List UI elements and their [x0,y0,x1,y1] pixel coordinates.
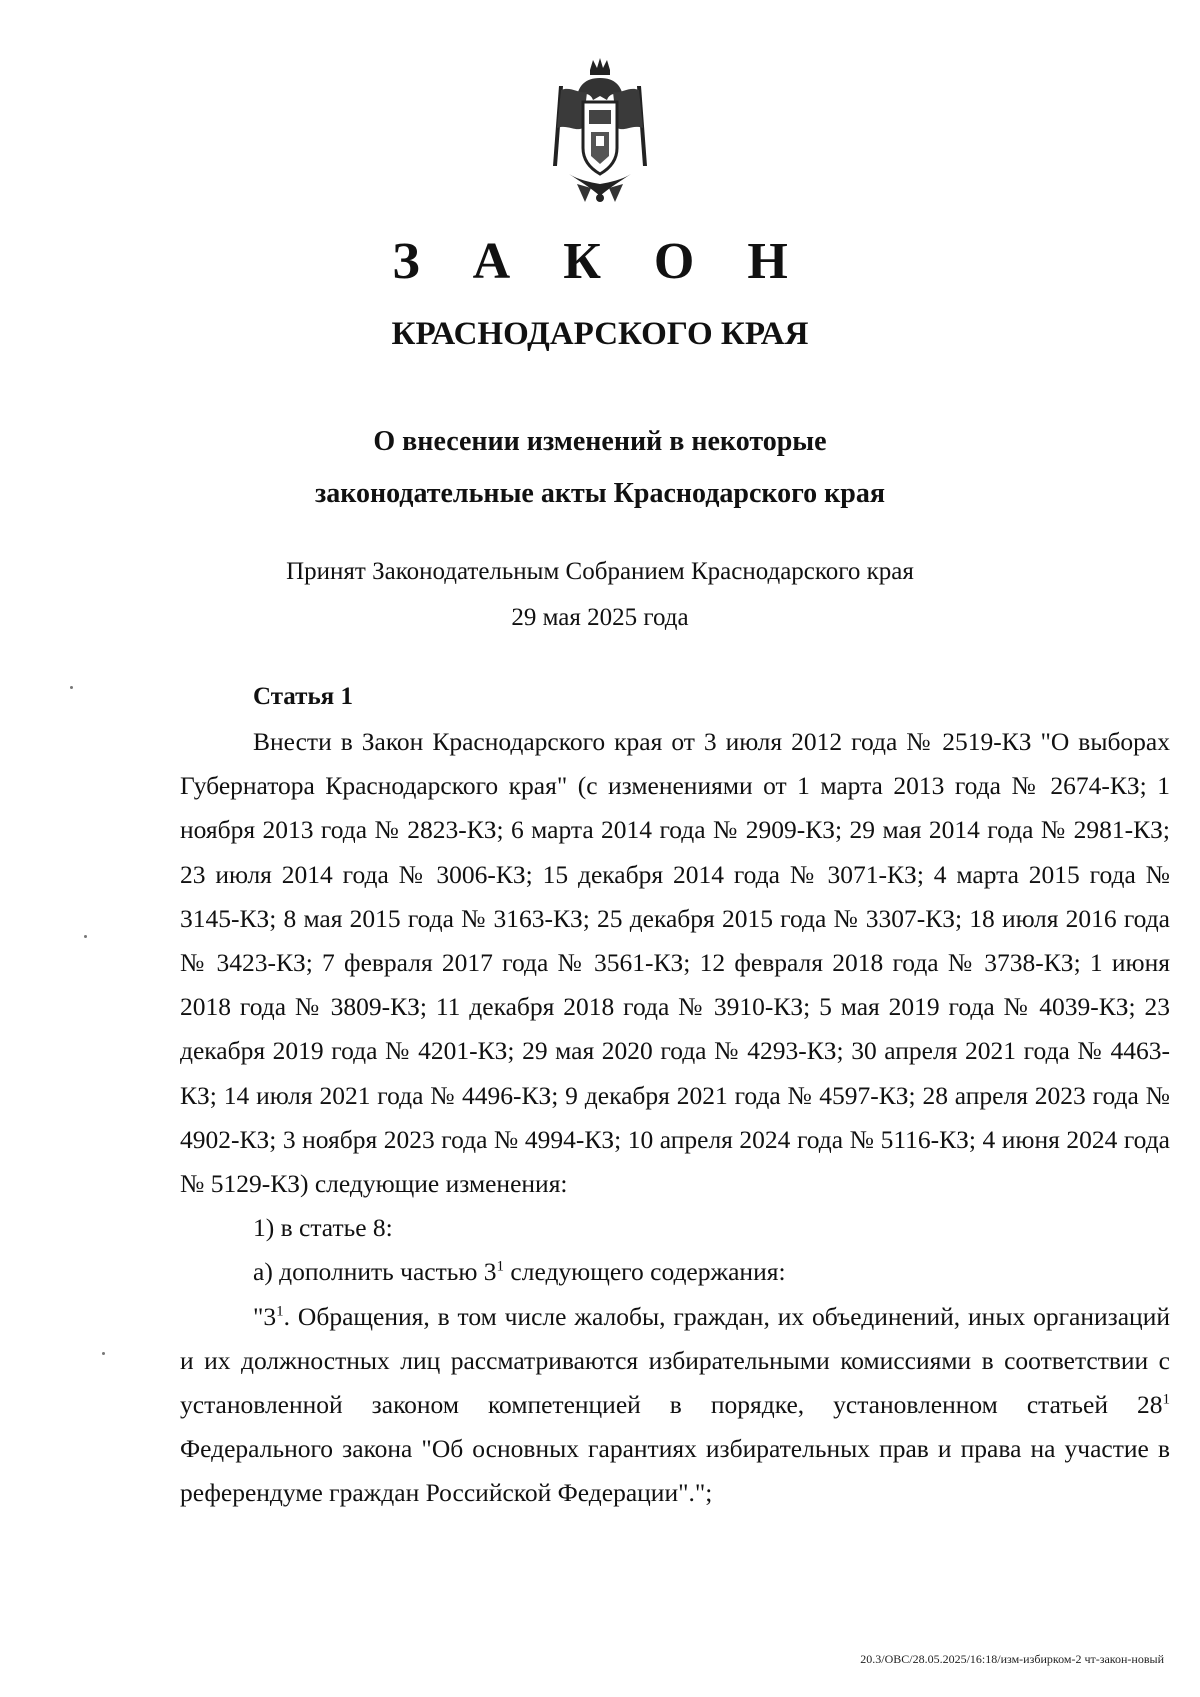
quote-part-2: Федерального закона "Об основных гарантиях избирательных прав и права на участие в референдуме граждан Российской Федерации"."; [180,1434,1170,1508]
document-footer-code: 20.3/ОВС/28.05.2025/16:18/изм-избирком-2 чт-закон-новый [860,1652,1164,1666]
article-intro-paragraph: Внести в Закон Краснодарского края от 3 июля 2012 года № 2519-КЗ "О выборах Губернатора Краснодарского края" (с изменениями от 1 марта 2013 года № 2674-КЗ; 1 ноября 2013 года № 2823-КЗ; 6 марта 2014 года № 2909-КЗ; 29 мая 2014 года № 2981-КЗ; 23 июля 2014 года № 3006-КЗ; 15 декабря 2014 года № 3071-КЗ; 4 марта 2015 года № 3145-КЗ; 8 мая 2015 года № 3163-КЗ; 25 декабря 2015 года № 3307-КЗ; 18 июля 2016 года № 3423-КЗ; 7 февраля 2017 года № 3561-КЗ; 12 февраля 2018 года № 3738-КЗ; 1 июня 2018 года № 3809-КЗ; 11 декабря 2018 года № 3910-КЗ; 5 мая 2019 года № 4039-КЗ; 23 декабря 2019 года № 4201-КЗ; 29 мая 2020 года № 4293-КЗ; 30 апреля 2021 года № 4463-КЗ; 14 июля 2021 года № 4496-КЗ; 9 декабря 2021 года № 4597-КЗ; 28 апреля 2023 года № 4902-КЗ; 3 ноября 2023 года № 4994-КЗ; 10 апреля 2024 года № 5116-КЗ; 4 июня 2024 года № 5129-КЗ) следующие изменения: [180,727,1170,1199]
adoption-statement [0,549,1200,641]
law-subject [0,416,1200,520]
item-a-prefix: а) дополнить частью 3 [253,1257,497,1287]
coat-of-arms-icon [541,56,659,204]
scan-speck [102,1352,105,1355]
adoption-body: Принят Законодательным Собранием Краснодарского края [286,558,914,585]
article-body [180,720,1170,1516]
article-heading: Статья 1 [253,683,353,710]
quote-superscript-2: 1 [1162,1391,1170,1408]
quote-superscript: 1 [276,1303,284,1320]
adoption-date: 29 мая 2025 года [511,604,689,631]
quote-prefix: "3 [253,1301,277,1331]
quote-part-1: . Обращения, в том числе жалобы, граждан, их объединений, иных организаций и их должностных лиц рассматриваются избирательными комиссиями в соответствии с установленной законом компетенцией в порядке, установленном статьей 28 [180,1301,1170,1420]
article-item-a [180,1250,1170,1294]
law-subject-line-1: О внесении изменений в некоторые [373,426,827,457]
law-title: З А К О Н [392,233,808,290]
article-item-1: 1) в статье 8: [253,1213,393,1243]
quoted-provision [180,1295,1170,1516]
region-title: КРАСНОДАРСКОГО КРАЯ [391,316,809,352]
item-a-superscript: 1 [496,1258,505,1275]
item-a-suffix: следующего содержания: [504,1257,786,1287]
scan-speck [70,686,73,689]
law-subject-line-2: законодательные акты Краснодарского края [314,478,886,509]
scan-speck [84,935,87,938]
